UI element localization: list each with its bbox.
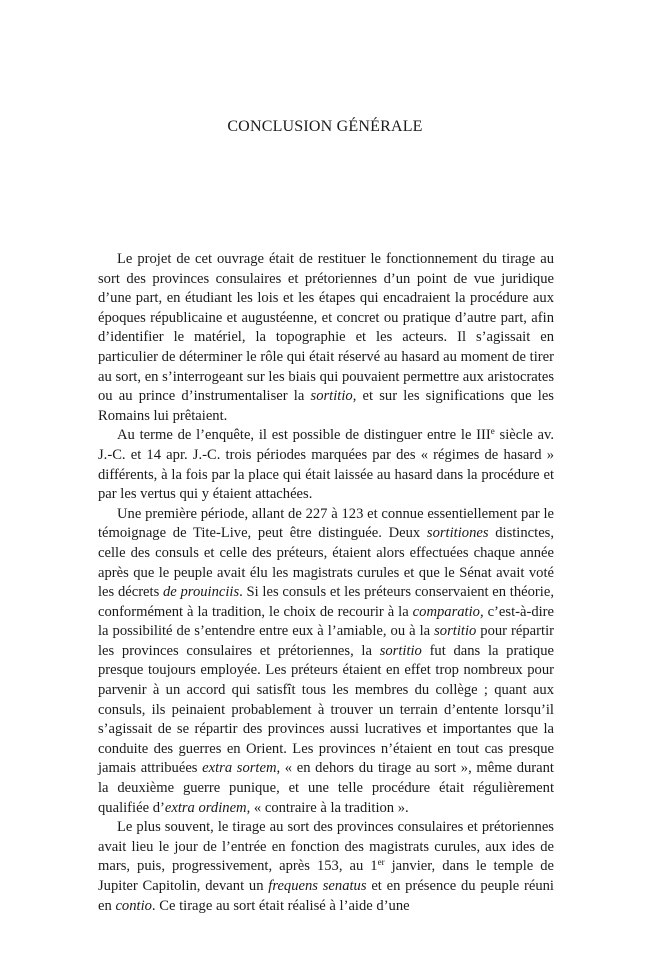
body-text bbox=[98, 250, 554, 916]
italic-term: extra ordinem bbox=[164, 799, 247, 816]
text-run: et en présence du peuple réuni en bbox=[98, 878, 554, 914]
text-run: siècle av. J.-C. et 14 apr. J.-C. trois périodes marquées par des « régimes de hasard » différents, à la fois par la place qui était laissée au hasard dans la procédure et par les vertus qui y étaient attachées. bbox=[98, 427, 554, 503]
text-run: Le plus souvent, le tirage au sort des provinces consulaires et prétoriennes avait lieu le jour de l’entrée en fonction des magistrats curules, aux ides de mars, puis, progressivement, après 153, au 1 bbox=[98, 819, 554, 875]
chapter-title: CONCLUSION GÉNÉRALE bbox=[227, 118, 423, 135]
italic-term: sortitiones bbox=[426, 525, 489, 542]
italic-term: sortitio bbox=[379, 642, 422, 659]
text-run: fut dans la pratique presque toujours employée. Les préteurs étaient en effet trop nombreux pour parvenir à un accord qui satisfît tous les membres du collège ; quant aux consuls, ils peinaient probablement à trouver un terrain d’entente lorsqu’il s’agissait de se répartir des provinces aussi lucratives et importantes que la conduite des guerres en Orient. Les provinces n’étaient en tout cas presque jamais attribuées bbox=[98, 642, 554, 777]
text-run: , c’est-à-dire la possibilité de s’entendre entre eux à l’amiable, ou à la bbox=[98, 603, 555, 640]
text-run: Une première période, allant de 227 à 123 et connue essentiellement par le témoignage de Tite-Live, peut être distinguée. Deux bbox=[98, 505, 554, 542]
text-run: , et sur les significations que les Romains lui prêtaient. bbox=[98, 388, 554, 424]
text-run: , « contraire à la tradition ». bbox=[246, 799, 409, 816]
italic-term: frequens senatus bbox=[268, 878, 367, 894]
text-run: janvier, dans le temple de Jupiter Capitolin, devant un bbox=[98, 858, 555, 894]
italic-term: sortitio bbox=[310, 388, 353, 405]
text-run: . Ce tirage au sort était réalisé à l’aide d’une bbox=[151, 897, 410, 914]
text-run: distinctes, celle des consuls et celle des préteurs, étaient alors effectuées chaque année après que le peuple avait élu les magistrats curules et que le Sénat avait voté les décrets bbox=[98, 525, 554, 601]
italic-term: extra sortem bbox=[202, 760, 277, 777]
italic-term: contio bbox=[115, 897, 152, 914]
text-run: Au terme de l’enquête, il est possible de distinguer entre le III bbox=[117, 427, 491, 444]
text-run: , « en dehors du tirage au sort », même durant la deuxième guerre punique, et une telle procédure était régulièrement qualifiée d’ bbox=[98, 760, 554, 816]
text-run: Le projet de cet ouvrage était de restituer le fonctionnement du tirage au sort des provinces consulaires et prétoriennes d’un point de vue juridique d’une part, en étudiant les lois et les étapes qui encadraient la procédure aux époques républicaine et augustéenne, et concret ou pratique d’autre part, afin d’identifier le matériel, la topographie et les acteurs. Il s’agissait en particulier de déterminer le rôle qui était réservé au hasard au moment de tirer au sort, en s’interrogeant sur les biais qui pouvaient permettre aux aristocrates ou au prince d’instrumentaliser la bbox=[98, 251, 554, 405]
superscript: er bbox=[377, 857, 385, 868]
superscript: e bbox=[490, 426, 495, 437]
italic-term: comparatio bbox=[412, 603, 480, 620]
italic-term: de prouinciis bbox=[163, 584, 240, 601]
paragraph-1 bbox=[98, 250, 554, 426]
italic-term: sortitio bbox=[434, 623, 477, 640]
paragraph-4 bbox=[98, 818, 554, 916]
paragraph-3 bbox=[98, 505, 554, 819]
paragraph-2 bbox=[98, 426, 554, 504]
text-run: . Si les consuls et les préteurs conservaient en théorie, conformément à la tradition, le choix de recourir à la bbox=[98, 584, 554, 620]
text-run: pour répartir les provinces consulaires et prétoriennes, la bbox=[98, 623, 554, 659]
